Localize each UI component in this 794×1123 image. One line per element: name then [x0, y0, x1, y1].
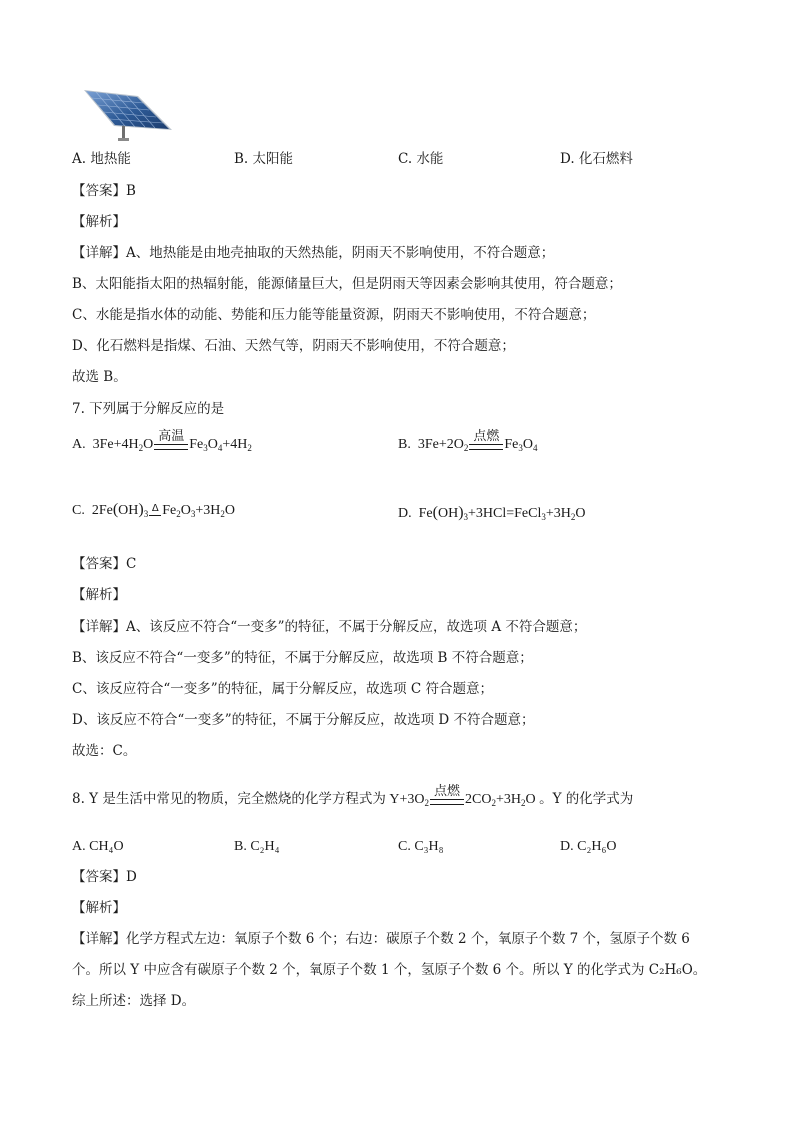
q6-explanation-line: B、太阳能指太阳的热辐射能，能源储量巨大，但是阴雨天等因素会影响其使用，符合题意；: [72, 276, 622, 292]
q8-option-a: A. CH₄O: [72, 839, 124, 854]
q7-option-d: D. $Fe(OH)_3+3HCl=FeCl_3+3H_2O$: [398, 504, 586, 522]
q6-option-d: D. 化石燃料: [560, 151, 633, 167]
q8-explanation-line: 个。所以 Y 中应含有碳原子个数 2 个，氧原子个数 1 个，氢原子个数 6 个。所以 Y 的化学式为 C₂H₆O。: [72, 962, 707, 978]
q6-explanation-line: C、水能是指水体的动能、势能和压力能等能量资源，阴雨天不影响使用，不符合题意；: [72, 307, 596, 323]
q8-conclusion: 综上所述：选择 D。: [72, 993, 196, 1009]
q7-explanation-line: D、该反应不符合“一变多”的特征，不属于分解反应，故选项 D 不符合题意；: [72, 712, 535, 728]
q7-option-a: A. $3Fe+4H_2O$ 高温 $Fe_3O_4+4H_2$: [72, 429, 252, 453]
solar-panel-icon: [78, 86, 176, 142]
q8-option-c: C. C₃H₈: [398, 839, 444, 854]
condition-heat: Δ: [151, 503, 159, 514]
q8-option-b: B. C₂H₄: [234, 839, 280, 854]
q8-stem: 8. Y 是生活中常见的物质，完全燃烧的化学方程式为 $Y+3O_2$ 点燃 $2CO_2+3H_2O$ 。Y 的化学式为: [72, 784, 634, 808]
q6-conclusion: 故选 B。: [72, 369, 127, 385]
q6-option-b: B. 太阳能: [234, 151, 294, 167]
q6-explanation-line: 【详解】A、地热能是由地壳抽取的天然热能，阴雨天不影响使用，不符合题意；: [72, 245, 555, 261]
q6-option-c: C. 水能: [398, 151, 444, 167]
q6-option-a: A. 地热能: [72, 151, 131, 167]
q7-answer: 【答案】C: [72, 556, 137, 572]
q7-conclusion: 故选：C。: [72, 743, 137, 759]
q8-option-d: D. C₂H₆O: [560, 839, 617, 854]
q7-option-b: B. $3Fe+2O_2$ 点燃 $Fe_3O_4$: [398, 429, 538, 453]
condition-high-temp: 高温: [158, 429, 185, 444]
q7-explanation-line: C、该反应符合“一变多”的特征，属于分解反应，故选项 C 符合题意；: [72, 681, 494, 697]
q7-option-c: C. $2Fe(OH)_3$ Δ $Fe_2O_3+3H_2O$: [72, 501, 235, 519]
q6-analysis-label: 【解析】: [72, 214, 126, 230]
q8-explanation-line: 【详解】化学方程式左边：氧原子个数 6 个；右边：碳原子个数 2 个，氧原子个数 7 个，氢原子个数 6: [72, 931, 690, 947]
q6-answer: 【答案】B: [72, 183, 136, 199]
q7-analysis-label: 【解析】: [72, 587, 126, 603]
q7-stem: 7. 下列属于分解反应的是: [72, 401, 225, 417]
q8-answer: 【答案】D: [72, 869, 137, 885]
q7-explanation-line: 【详解】A、该反应不符合“一变多”的特征，不属于分解反应，故选项 A 不符合题意；: [72, 619, 587, 635]
q8-analysis-label: 【解析】: [72, 900, 126, 916]
condition-ignite: 点燃: [473, 429, 500, 444]
q7-explanation-line: B、该反应不符合“一变多”的特征，不属于分解反应，故选项 B 不符合题意；: [72, 650, 533, 666]
q6-explanation-line: D、化石燃料是指煤、石油、天然气等，阴雨天不影响使用，不符合题意；: [72, 338, 515, 354]
condition-ignite: 点燃: [433, 784, 460, 799]
